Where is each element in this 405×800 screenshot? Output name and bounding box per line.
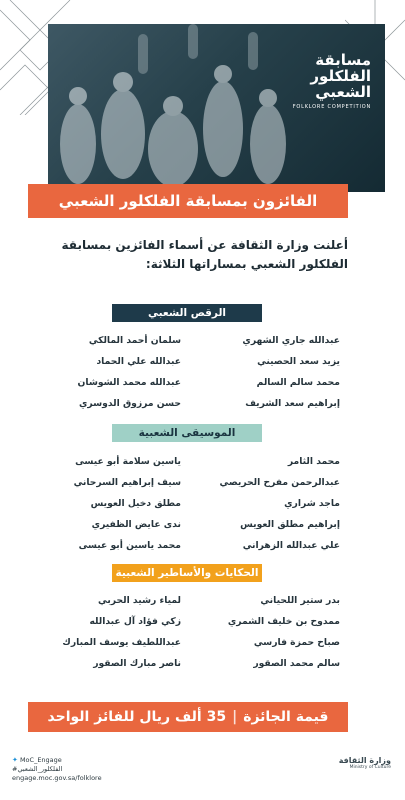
winner-name: صباح حمزة فارسي (253, 637, 340, 648)
intro-line-2: الفلكلور الشعبي بمساراتها الثلاثة: (145, 257, 348, 271)
logo-english: FOLKLORE COMPETITION (292, 104, 371, 110)
winner-name: سالم محمد الصقور (253, 658, 340, 669)
logo-line-3: الشعبي (315, 83, 371, 101)
winners-folk-music (40, 451, 340, 556)
winner-name: محمد الثامر (287, 456, 340, 467)
twitter-handle: MoC_Engage (19, 756, 62, 764)
winner-name: حسن مرزوق الدوسري (78, 398, 181, 409)
website-link[interactable]: engage.moc.gov.sa/folklore (12, 774, 102, 782)
winner-name: بدر ستير اللحياني (260, 595, 340, 606)
intro-line-1: أعلنت وزارة الثقافة عن أسماء الفائزين بمسابقة (61, 238, 348, 252)
twitter-icon: ✦ (12, 756, 18, 764)
intro-text (28, 236, 348, 274)
ministry-logo (331, 756, 391, 770)
section-title-folk-music: الموسيقى الشعبية (112, 424, 262, 442)
winner-name: علي عبدالله الزهراني (242, 540, 340, 551)
section-title-folk-dance: الرقص الشعبي (112, 304, 262, 322)
logo-line-1: مسابقة (315, 51, 371, 69)
section-title-folk-tales: الحكايات والأساطير الشعبية (112, 564, 262, 582)
hero-banner (48, 24, 385, 192)
winner-name: عبدالرحمن مفرح الحريصي (219, 477, 340, 488)
winner-name: محمد سالم السالم (256, 377, 340, 388)
prize-banner (28, 702, 348, 732)
winner-name: ندى عايض الظفيري (91, 519, 181, 530)
ministry-name-ar: وزارة الثقافة (338, 756, 391, 765)
dancers-image (48, 24, 298, 192)
footer (0, 752, 405, 800)
winner-name: عبدالله علي الحماد (96, 356, 181, 367)
prize-label: قيمة الجائزة (243, 709, 329, 725)
winner-name: سلمان أحمد المالكي (88, 335, 181, 346)
announcement-poster (20, 24, 385, 742)
ministry-name-en: Ministry of Culture (349, 765, 391, 770)
winners-folk-tales (40, 590, 340, 674)
winner-name: ممدوح بن خليف الشمري (227, 616, 340, 627)
winner-name: ماجد شراري (284, 498, 340, 509)
twitter-row[interactable] (12, 756, 102, 765)
winner-name: مطلق دخيل العويس (90, 498, 181, 509)
winner-name: ناصر مبارك الصقور (93, 658, 181, 669)
logo-line-2: الفلكلور (310, 67, 371, 85)
winner-name: سيف إبراهيم السرحاني (73, 477, 181, 488)
competition-logo (281, 52, 371, 110)
winner-name: إبراهيم سعد الشريف (245, 398, 340, 409)
winner-name: عبدالله جاري الشهري (242, 335, 340, 346)
social-links (12, 756, 102, 783)
winner-name: زكي فؤاد آل عبدالله (89, 616, 181, 627)
prize-separator: | (232, 709, 238, 725)
headline-banner: الفائزون بمسابقة الفلكلور الشعبي (28, 184, 348, 218)
winner-name: محمد ياسين أبو عيسى (78, 540, 181, 551)
winner-name: لمياء رشيد الحربي (98, 595, 181, 606)
winners-folk-dance (40, 330, 340, 414)
winner-name: ياسين سلامة أبو عيسى (75, 456, 181, 467)
winner-name: عبداللطيف يوسف المبارك (62, 637, 181, 648)
hashtag[interactable]: #الفلكلور_الشعبي (12, 765, 63, 773)
winner-name: إبراهيم مطلق العويس (240, 519, 340, 530)
winner-name: عبدالله محمد الشوشان (77, 377, 181, 388)
prize-amount: 35 ألف ريال للفائز الواحد (47, 709, 227, 725)
winner-name: يزيد سعد الحصيني (257, 356, 340, 367)
